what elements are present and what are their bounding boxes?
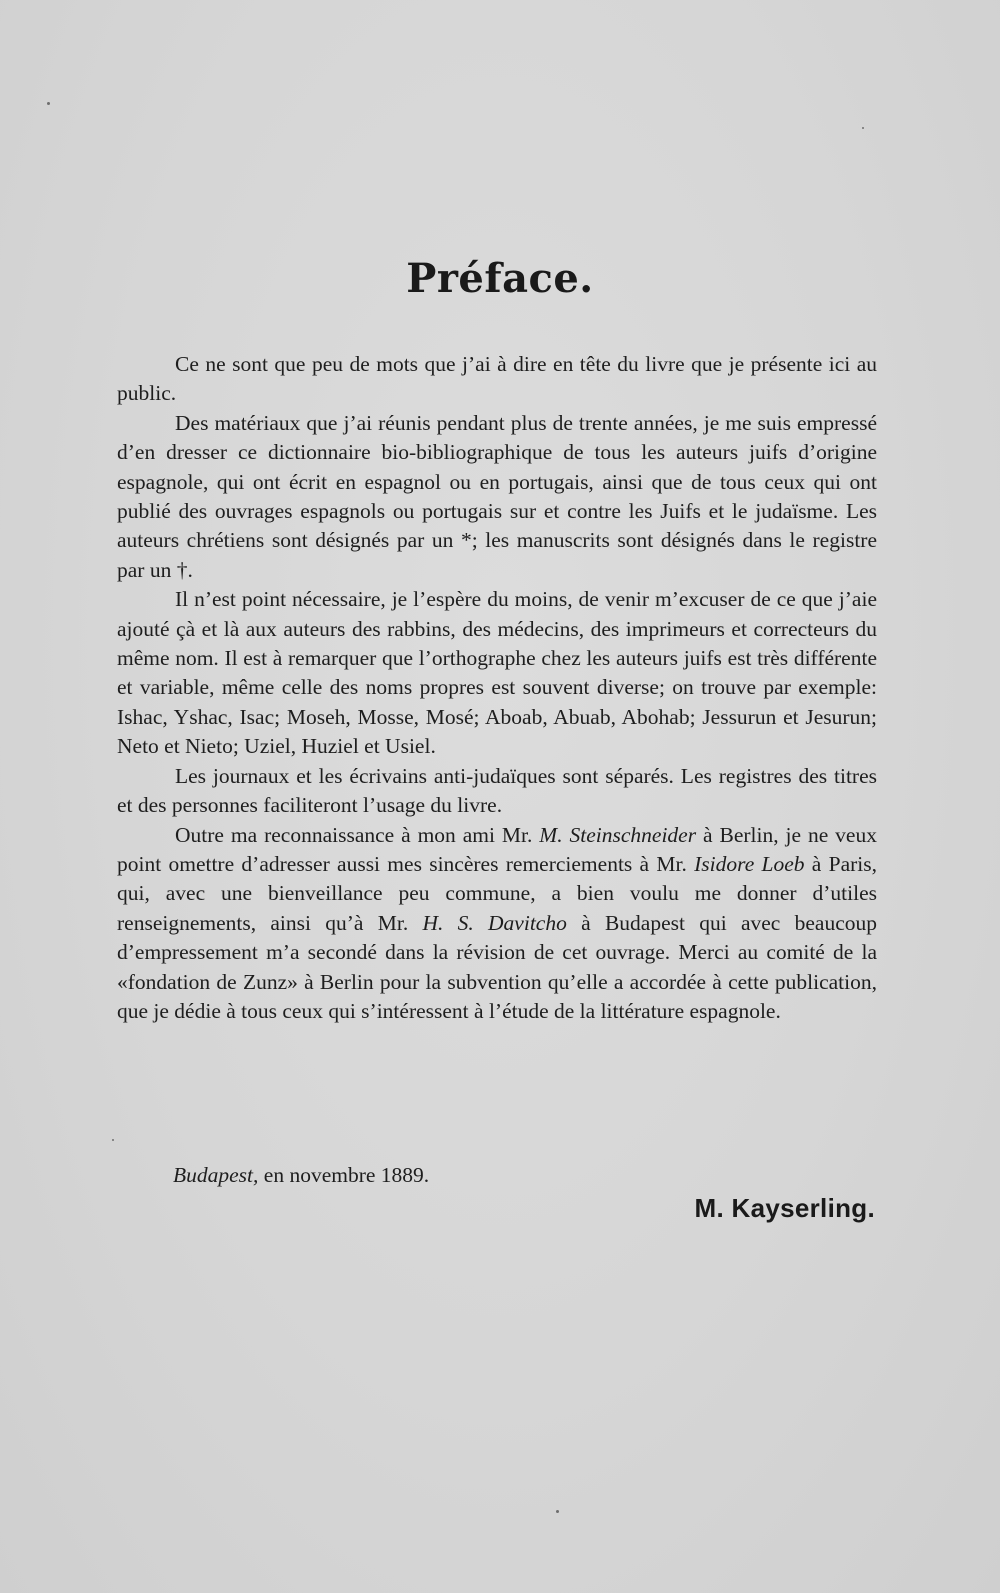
preface-body: [117, 350, 877, 1026]
person-name: Isidore Loeb: [694, 851, 805, 876]
paragraph-text: à Budapest qui avec beaucoup d’empressement m’a secondé dans la révision de cet ouvrage. Merci au comité de la «fondation de Zunz» à Berlin pour la subvention qu’elle a accordée à cette publication, que je dédie à tous ceux qui s’intéressent à l’étude de la littérature espagnole.: [117, 910, 877, 1023]
paper-speck: [862, 127, 864, 129]
person-name: H. S. Davitcho: [422, 910, 567, 935]
preface-paragraph: [117, 821, 877, 1027]
preface-paragraph: [117, 762, 877, 821]
page-title: Préface.: [406, 255, 594, 302]
preface-paragraph: [117, 585, 877, 761]
author-signature: M. Kayserling.: [694, 1193, 875, 1223]
paragraph-text: Outre ma reconnaissance à mon ami Mr.: [175, 822, 540, 847]
person-name: M. Steinschneider: [539, 822, 697, 847]
paragraph-text: à Berlin, je ne veux point omettre d’adresser aussi mes sincères remerciements à Mr.: [117, 822, 877, 876]
paper-speck: [47, 102, 50, 105]
preface-paragraph: [117, 409, 877, 585]
place-date-line: [173, 1163, 429, 1188]
paragraph-text: à Paris, qui, avec une bienveillance peu commune, a bien voulu me donner d’utiles renseignements, ainsi qu’à Mr.: [117, 851, 877, 935]
paper-speck: [556, 1510, 559, 1513]
paper-speck: [112, 1139, 114, 1141]
paragraph-text: Il n’est point nécessaire, je l’espère du moins, de venir m’excuser de ce que j’aie ajouté çà et là aux auteurs des rabbins, des médecins, des imprimeurs et correcteurs du même nom. Il est à remarquer que l’orthographe chez les auteurs juifs est très différente et variable, même celle des noms propres est souvent diverse; on trouve par exemple: Ishac, Yshac, Isac; Moseh, Mosse, Mosé; Aboab, Abuab, Abohab; Jessurun et Jesurun; Neto et Nieto; Uziel, Huziel et Usiel.: [117, 587, 877, 759]
paragraph-text: Les journaux et les écrivains anti-judaïques sont séparés. Les registres des titres et des personnes faciliteront l’usage du livre.: [117, 763, 877, 818]
place-name: Budapest,: [173, 1163, 259, 1187]
preface-paragraph: [117, 350, 877, 409]
paragraph-text: Ce ne sont que peu de mots que j’ai à dire en tête du livre que je présente ici au public.: [117, 352, 877, 406]
date-text: en novembre 1889.: [263, 1163, 430, 1187]
paragraph-text: Des matériaux que j’ai réunis pendant plus de trente années, je me suis empressé d’en dresser ce dictionnaire bio-bibliographique de tous les auteurs juifs d’origine espagnole, qui ont écrit en espagnol ou en portugais, ainsi que de tous ceux qui ont publié des ouvrages espagnols ou portugais sur et contre les Juifs et le judaïsme. Les auteurs chrétiens sont désignés par un *; les manuscrits sont désignés dans le registre par un †.: [117, 410, 877, 582]
